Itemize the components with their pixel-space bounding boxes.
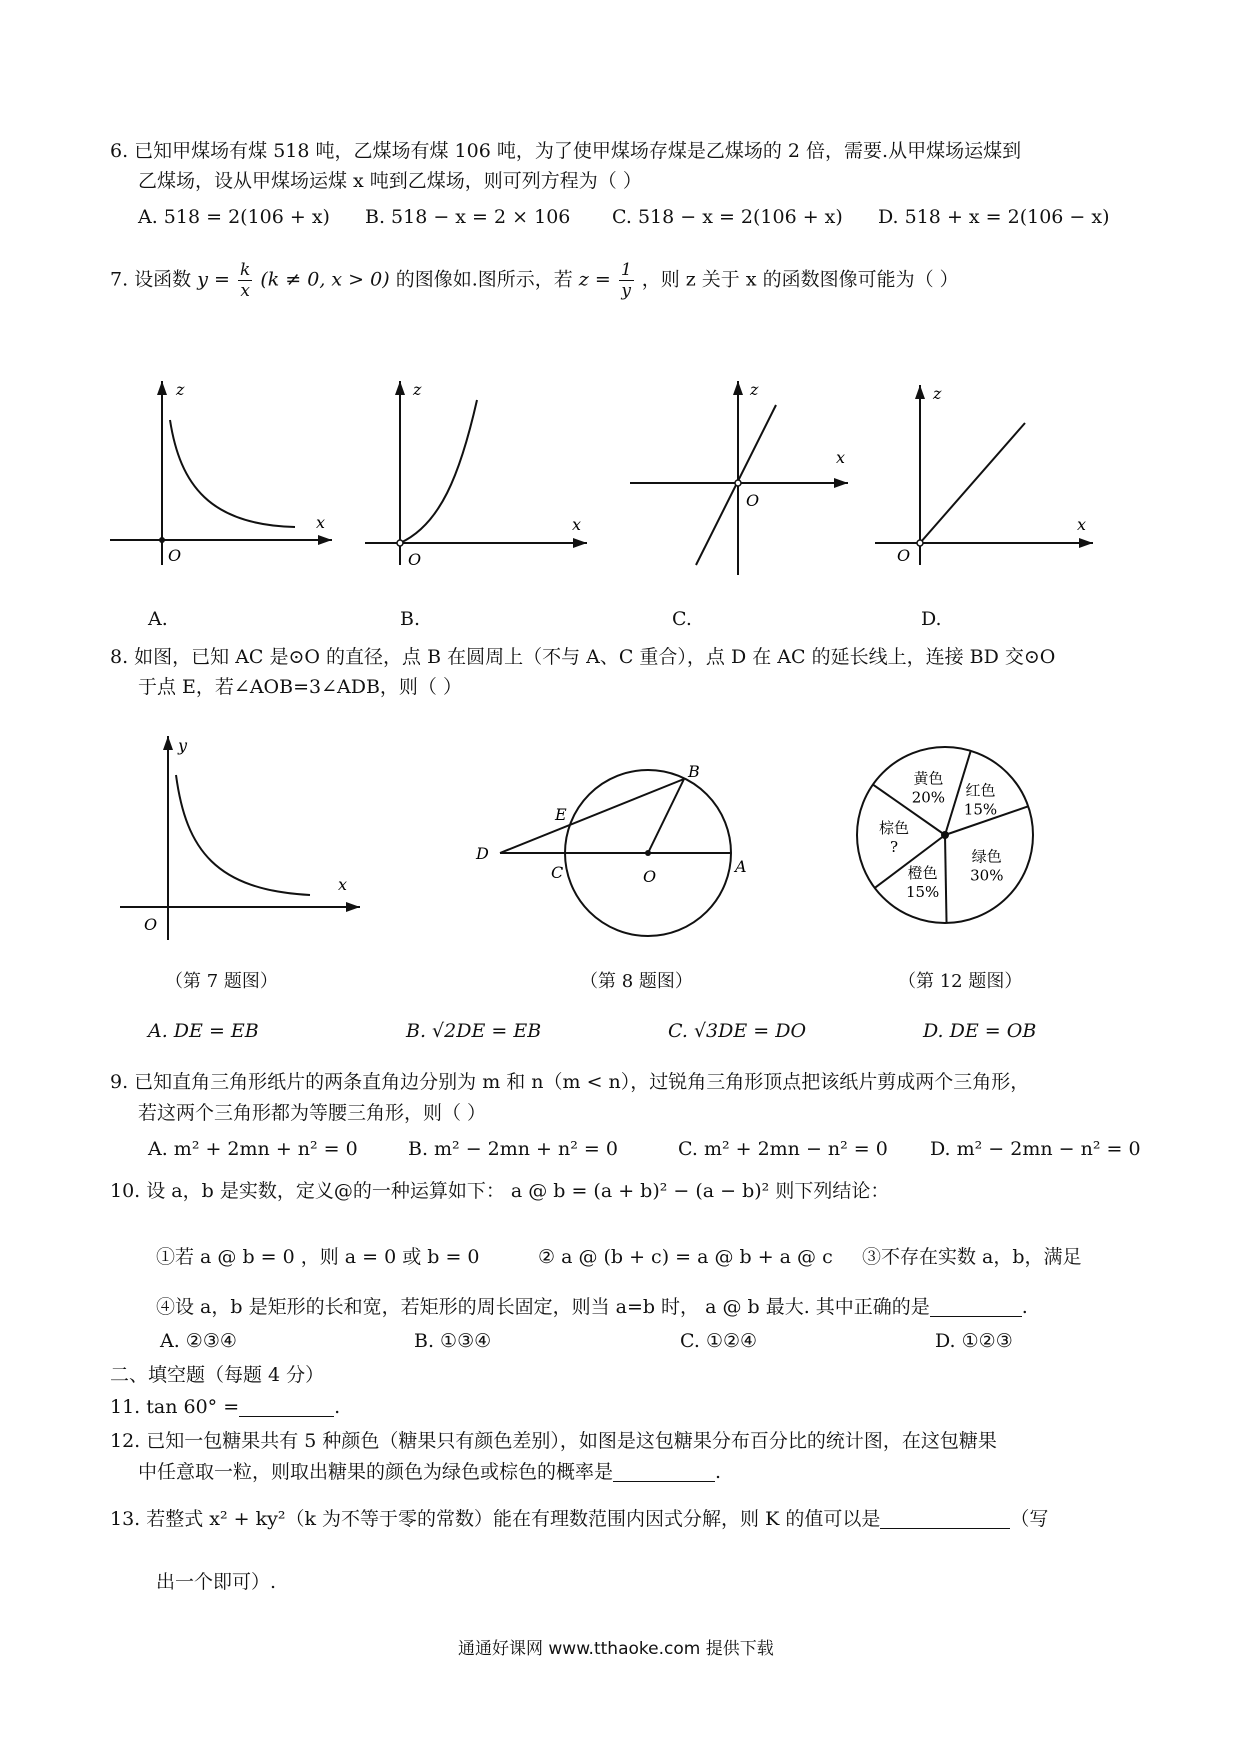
x-arrow-icon [834,478,848,488]
origin-label: O [746,491,760,510]
q9-option-a: A. m² + 2mn + n² = 0 [148,1138,358,1160]
label-c: C [551,863,564,882]
q12-line1: 12. 已知一包糖果共有 5 种颜色（糖果只有颜色差别），如图是这包糖果分布百分比的统计图，在这包糖果 [110,1430,997,1452]
q8-option-c: C. √3DE = DO [668,1020,807,1042]
q12-line2-wrap [138,1455,721,1489]
q9-option-c: C. m² + 2mn − n² = 0 [678,1138,888,1160]
q7-frac2-den: y [621,281,632,301]
q6-option-b: B. 518 − x = 2 × 106 [365,206,571,228]
label-a: A [735,857,747,876]
q13-line1-wrap [110,1502,1048,1536]
origin-label: O [897,546,911,565]
q7-fraction-1-y [619,260,634,301]
x-arrow-icon [1079,538,1093,548]
label-b: B [688,762,700,781]
q10-line1: 10. 设 a，b 是实数，定义@的一种运算如下： a @ b = (a + b)² − (a − b)² 则下列结论： [110,1180,890,1202]
q7-mid: 的图像如.图所示，若 [395,268,573,291]
q13-answer-blank[interactable] [880,1508,1010,1529]
q7-z-eq: z = [578,268,611,291]
q8-option-a: A. DE = EB [148,1020,259,1042]
q10-item4-end: . [1021,1296,1028,1318]
q12-line2: 中任意取一粒，则取出糖果的颜色为绿色或棕色的概率是 [138,1461,614,1483]
x-arrow-icon [346,902,360,912]
q10-option-a: A. ②③④ [160,1330,237,1352]
origin-dot [159,537,165,543]
pie-slice-label-4: 黄色 [913,769,944,788]
q7-option-d-label: D. [921,608,942,630]
pie-slice-label-2: 橙色 [907,863,938,882]
label-d: D [476,844,489,863]
caption-fig-8: （第 8 题图） [580,971,693,992]
pie-slice-label-1: 绿色 [971,847,1002,866]
label-e: E [555,805,567,824]
section-2-heading: 二、填空题（每题 4 分） [110,1364,325,1386]
q7-graph-d [875,375,1105,575]
q10-item3: ③不存在实数 a，b，满足 [862,1246,1082,1268]
q7-graph-a [110,375,340,575]
q11 [110,1390,340,1424]
q11-text: 11. tan 60° = [110,1396,240,1418]
pie-slice-value-2: 15% [905,882,940,901]
q7-suffix: ，则 z 关于 x 的函数图像可能为（ ） [641,268,959,291]
y-arrow-icon [163,736,173,750]
q11-answer-blank[interactable] [239,1396,334,1417]
curve [170,420,295,527]
q12-answer-blank[interactable] [613,1461,715,1482]
origin-label: O [144,915,158,934]
q10-item2: ② a @ (b + c) = a @ b + a @ c [538,1246,833,1268]
q7-y-eq: y = [197,268,230,291]
q6-option-d: D. 518 + x = 2(106 − x) [878,206,1110,228]
q10-item1: ①若 a @ b = 0 ，则 a = 0 或 b = 0 [156,1246,480,1268]
line-ob [648,779,684,853]
x-label: x [338,875,348,894]
pie-slice-value-0: 15% [963,800,998,819]
pie-center-dot [941,831,949,839]
q7-frac1-num: k [239,260,251,280]
q7-frac1-den: x [240,281,250,301]
z-label: z [750,380,759,399]
caption-fig-7: （第 7 题图） [165,971,278,992]
q8-line1: 8. 如图，已知 AC 是⊙O 的直径，点 B 在圆周上（不与 A、C 重合），点 D 在 AC 的延长线上，连接 BD 交⊙O [110,646,1056,668]
z-arrow-icon [157,381,167,395]
q7-frac2-num: 1 [620,260,632,280]
q10-option-b: B. ①③④ [414,1330,492,1352]
pie-slice-value-4: 20% [911,788,946,807]
q7-graph-c [630,375,860,575]
q11-end: . [334,1396,341,1418]
q6-option-a: A. 518 = 2(106 + x) [138,206,330,228]
z-arrow-icon [733,381,743,395]
q12-end: . [715,1461,722,1483]
q8-line2: 于点 E，若∠AOB=3∠ADB，则（ ） [138,676,462,698]
q8-option-d: D. DE = OB [923,1020,1037,1042]
q9-line1: 9. 已知直角三角形纸片的两条直角边分别为 m 和 n（m < n），过锐角三角形顶点把该纸片剪成两个三角形， [110,1071,1030,1093]
q9-option-b: B. m² − 2mn + n² = 0 [408,1138,618,1160]
q10-option-d: D. ①②③ [935,1330,1013,1352]
pie-slice-boundary-2 [945,835,947,923]
q10-answer-blank[interactable] [930,1296,1022,1317]
q7-condition: (k ≠ 0, x > 0) [260,268,390,291]
q13-line1: 13. 若整式 x² + ky²（k 为不等于零的常数）能在有理数范围内因式分解，则 K 的值可以是 [110,1508,881,1530]
pie-slice-label-3: 棕色 [878,818,909,837]
q7-fraction-k-x [238,260,252,301]
pie-slice-label-0: 红色 [965,781,996,800]
q7-prefix: 7. 设函数 [110,268,192,291]
origin-label: O [408,550,422,569]
q7-option-a-label: A. [148,608,168,630]
origin-circle [397,540,403,546]
q10-option-c: C. ①②④ [680,1330,758,1352]
x-arrow-icon [573,538,587,548]
figure-7-graph [120,730,370,940]
z-arrow-icon [915,385,925,399]
q8-option-b: B. √2DE = EB [406,1020,542,1042]
footer-credit: 通通好课网 www.tthaoke.com 提供下载 [458,1639,774,1659]
q7-option-b-label: B. [400,608,421,630]
y-label: y [178,736,188,755]
q13-line2: 出一个即可）. [156,1571,277,1593]
q6-option-c: C. 518 − x = 2(106 + x) [612,206,843,228]
figure-8-circle [470,760,770,940]
q7-stem [110,260,959,301]
pie-slice-value-1: 30% [970,866,1004,885]
q7-graph-b [365,375,595,575]
curve [176,775,310,895]
q7-option-c-label: C. [672,608,692,630]
x-label: x [836,448,846,467]
x-arrow-icon [318,535,332,545]
q6-line1: 6. 已知甲煤场有煤 518 吨，乙煤场有煤 106 吨，为了使甲煤场存煤是乙煤场的 2 倍，需要.从甲煤场运煤到 [110,140,1022,162]
pie-slice-value-3: ? [889,837,898,856]
x-label: x [572,515,582,534]
pie-slices [857,747,1033,923]
z-label: z [176,380,185,399]
x-label: x [1077,515,1087,534]
origin-label: O [168,546,182,565]
origin-circle [735,480,741,486]
q6-line2: 乙煤场，设从甲煤场运煤 x 吨到乙煤场，则可列方程为（ ） [138,170,642,192]
z-arrow-icon [395,381,405,395]
center-dot [645,850,651,856]
origin-circle [917,540,923,546]
z-label: z [413,380,422,399]
q13-line1-end: （写 [1010,1508,1049,1530]
caption-fig-12: （第 12 题图） [898,971,1023,992]
label-o: O [643,867,657,886]
line [920,423,1025,543]
curve [400,400,477,543]
q10-item4-text: ④设 a，b 是矩形的长和宽，若矩形的周长固定，则当 a=b 时， a @ b 最大. 其中正确的是 [156,1296,930,1318]
figure-12-pie-chart [850,740,1050,940]
x-label: x [316,513,326,532]
line-db [500,779,684,853]
q9-option-d: D. m² − 2mn − n² = 0 [930,1138,1141,1160]
z-label: z [933,384,942,403]
q10-item4 [156,1290,1028,1324]
q9-line2: 若这两个三角形都为等腰三角形，则（ ） [138,1102,487,1124]
